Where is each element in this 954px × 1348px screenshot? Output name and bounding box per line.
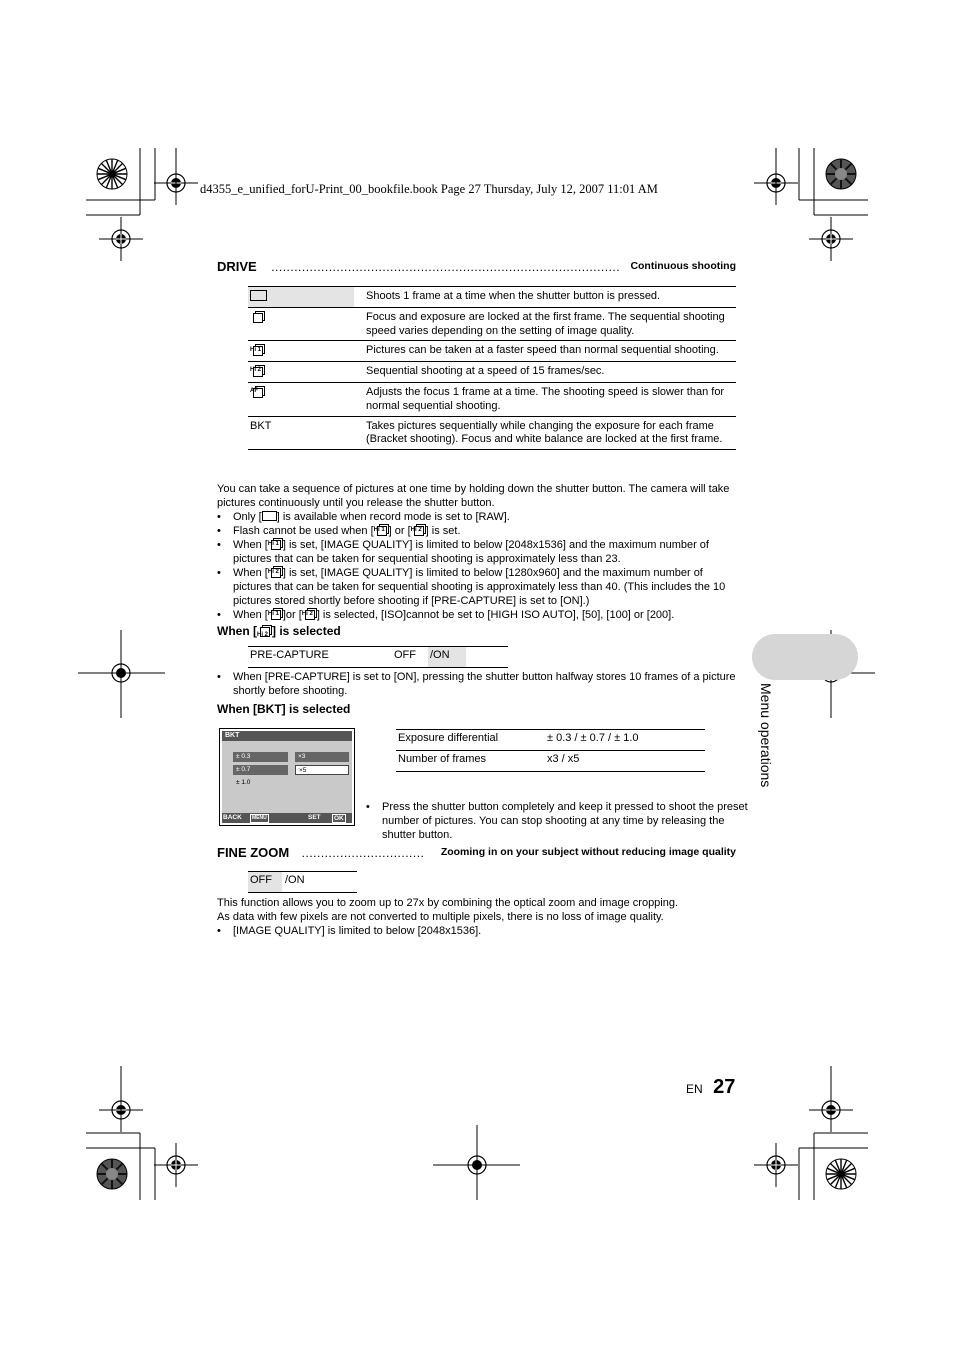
table-cell: ± 0.3 / ± 0.7 / ± 1.0 [547, 732, 639, 744]
table-cell: Sequential shooting at a speed of 15 frames/sec. [364, 362, 736, 383]
lcd-option: ×5 [295, 765, 349, 775]
bkt-table [396, 729, 705, 772]
print-header: d4355_e_unified_forU-Print_00_bookfile.book Page 27 Thursday, July 12, 2007 11:01 AM [200, 182, 658, 196]
list-item: • When [ Hi 1 ]or [ Hi 2 ] is selected, [ISO]cannot be set to [HIGH ISO AUTO], [50], [100] or [200]. [217, 609, 675, 621]
af-sequential-icon: AF [250, 386, 265, 398]
table-row [248, 362, 736, 383]
fine-zoom-desc: Zooming in on your subject without reducing image quality [440, 846, 736, 858]
hi1-sequential-icon: Hi 1 [250, 344, 265, 356]
hi1-sequential-icon: Hi 1 [268, 608, 283, 620]
hi2-sequential-icon: Hi 2 [257, 625, 272, 637]
list-item: • Flash cannot be used when [ Hi 1 ] or [ Hi 2 ] is set. [217, 525, 461, 537]
single-frame-icon [250, 290, 267, 301]
drive-desc: Continuous shooting [630, 260, 736, 272]
side-tab-label: Menu operations [758, 683, 774, 788]
fine-zoom-options [248, 871, 357, 893]
precapture-row [248, 646, 508, 668]
drive-title: DRIVE [217, 259, 257, 274]
sequential-icon [250, 311, 265, 323]
table-cell: Shoots 1 frame at a time when the shutter button is pressed. [364, 287, 736, 308]
table-cell [248, 362, 354, 383]
intro-text: You can take a sequence of pictures at one time by holding down the shutter button. The camera will take pictures continuously until you release the shutter button. [217, 483, 730, 509]
lcd-bottom-bar: BACK MENU SET OK [222, 813, 352, 823]
lcd-title: BKT [222, 731, 352, 741]
lcd-option: ± 1.0 [236, 779, 251, 786]
list-item: • When [ Hi 2 ] is set, [IMAGE QUALITY] is limited to below [1280x960] and the maximum number of pictures that can be taken for sequential shooting is approximately less than 40. (This includes the 10 pictures stored shortly before shooting if [PRE-CAPTURE] is set to [ON].) [217, 567, 726, 607]
drive-heading [217, 258, 737, 276]
table-cell: Number of frames [398, 753, 487, 765]
table-cell [248, 382, 354, 416]
page-footer [686, 1076, 735, 1099]
table-cell [248, 341, 354, 362]
hi1-sequential-icon: Hi 1 [268, 538, 283, 550]
list-item: • When [PRE-CAPTURE] is set to [ON], pressing the shutter button halfway stores 10 frames of a picture shortly before shooting. [217, 671, 736, 697]
lcd-option: ± 0.3 [233, 752, 288, 762]
single-frame-icon [262, 511, 277, 521]
table-cell: Focus and exposure are locked at the first frame. The sequential shooting speed varies depending on the setting of image quality. [364, 307, 736, 341]
table-cell: Takes pictures sequentially while changing the exposure for each frame (Bracket shooting). Focus and white balance are locked at the first frame. [364, 416, 736, 450]
lcd-option: ×3 [295, 752, 349, 762]
fine-zoom-title: FINE ZOOM [217, 845, 290, 860]
drive-dots: ........................................................................................... [271, 260, 621, 274]
list-item: • [IMAGE QUALITY] is limited to below [2048x1536]. [217, 925, 482, 937]
lcd-option: ± 0.7 [233, 765, 288, 775]
table-cell [248, 287, 354, 308]
table-row [248, 341, 736, 362]
option-off: OFF [394, 649, 416, 661]
option-on: /ON [285, 874, 305, 886]
paragraph: As data with few pixels are not converted to multiple pixels, there is no loss of image quality. [217, 911, 664, 923]
fine-zoom-heading [217, 844, 737, 862]
drive-notes [217, 482, 737, 622]
hi2-section-title: When [ Hi 2 ] is selected [217, 624, 341, 638]
precapture-label: PRE-CAPTURE [250, 649, 329, 661]
table-row [396, 751, 705, 772]
table-row [248, 382, 736, 416]
table-row [396, 729, 705, 751]
bkt-section-title: When [BKT] is selected [217, 702, 351, 716]
side-tab [752, 634, 858, 680]
fine-zoom-notes [217, 896, 742, 938]
language-label: EN [686, 1082, 703, 1096]
page-number: 27 [713, 1076, 736, 1098]
option-on: /ON [430, 649, 450, 661]
hi2-sequential-icon: Hi 2 [302, 608, 317, 620]
table-cell: x3 / x5 [547, 753, 580, 765]
fine-zoom-dots: ................................ [301, 846, 425, 860]
hi2-sequential-icon: Hi 2 [268, 566, 283, 578]
hi2-sequential-icon: Hi 2 [411, 524, 426, 536]
drive-table [248, 286, 736, 450]
list-item: • When [ Hi 1 ] is set, [IMAGE QUALITY] is limited to below [2048x1536] and the maximum number of pictures that can be taken for sequential shooting is approximately less than 23. [217, 539, 709, 565]
table-cell: Exposure differential [398, 732, 499, 744]
paragraph: This function allows you to zoom up to 27x by combining the optical zoom and image cropping. [217, 897, 679, 909]
table-cell: Adjusts the focus 1 frame at a time. The shooting speed is slower than for normal sequential shooting. [364, 382, 736, 416]
option-off: OFF [250, 874, 272, 886]
table-cell: Pictures can be taken at a faster speed than normal sequential shooting. [364, 341, 736, 362]
list-item: • Press the shutter button completely and keep it pressed to shoot the preset number of pictures. You can stop shooting at any time by releasing the shutter button. [366, 801, 748, 841]
table-row [248, 416, 736, 450]
table-cell: BKT [248, 416, 354, 450]
table-cell [248, 307, 354, 341]
bkt-screen-image [219, 728, 355, 826]
table-row [248, 287, 736, 308]
list-item: • Only [ ] is available when record mode is set to [RAW]. [217, 511, 510, 523]
hi1-sequential-icon: Hi 1 [374, 524, 389, 536]
hi2-sequential-icon: Hi 2 [250, 365, 265, 377]
table-row [248, 307, 736, 341]
